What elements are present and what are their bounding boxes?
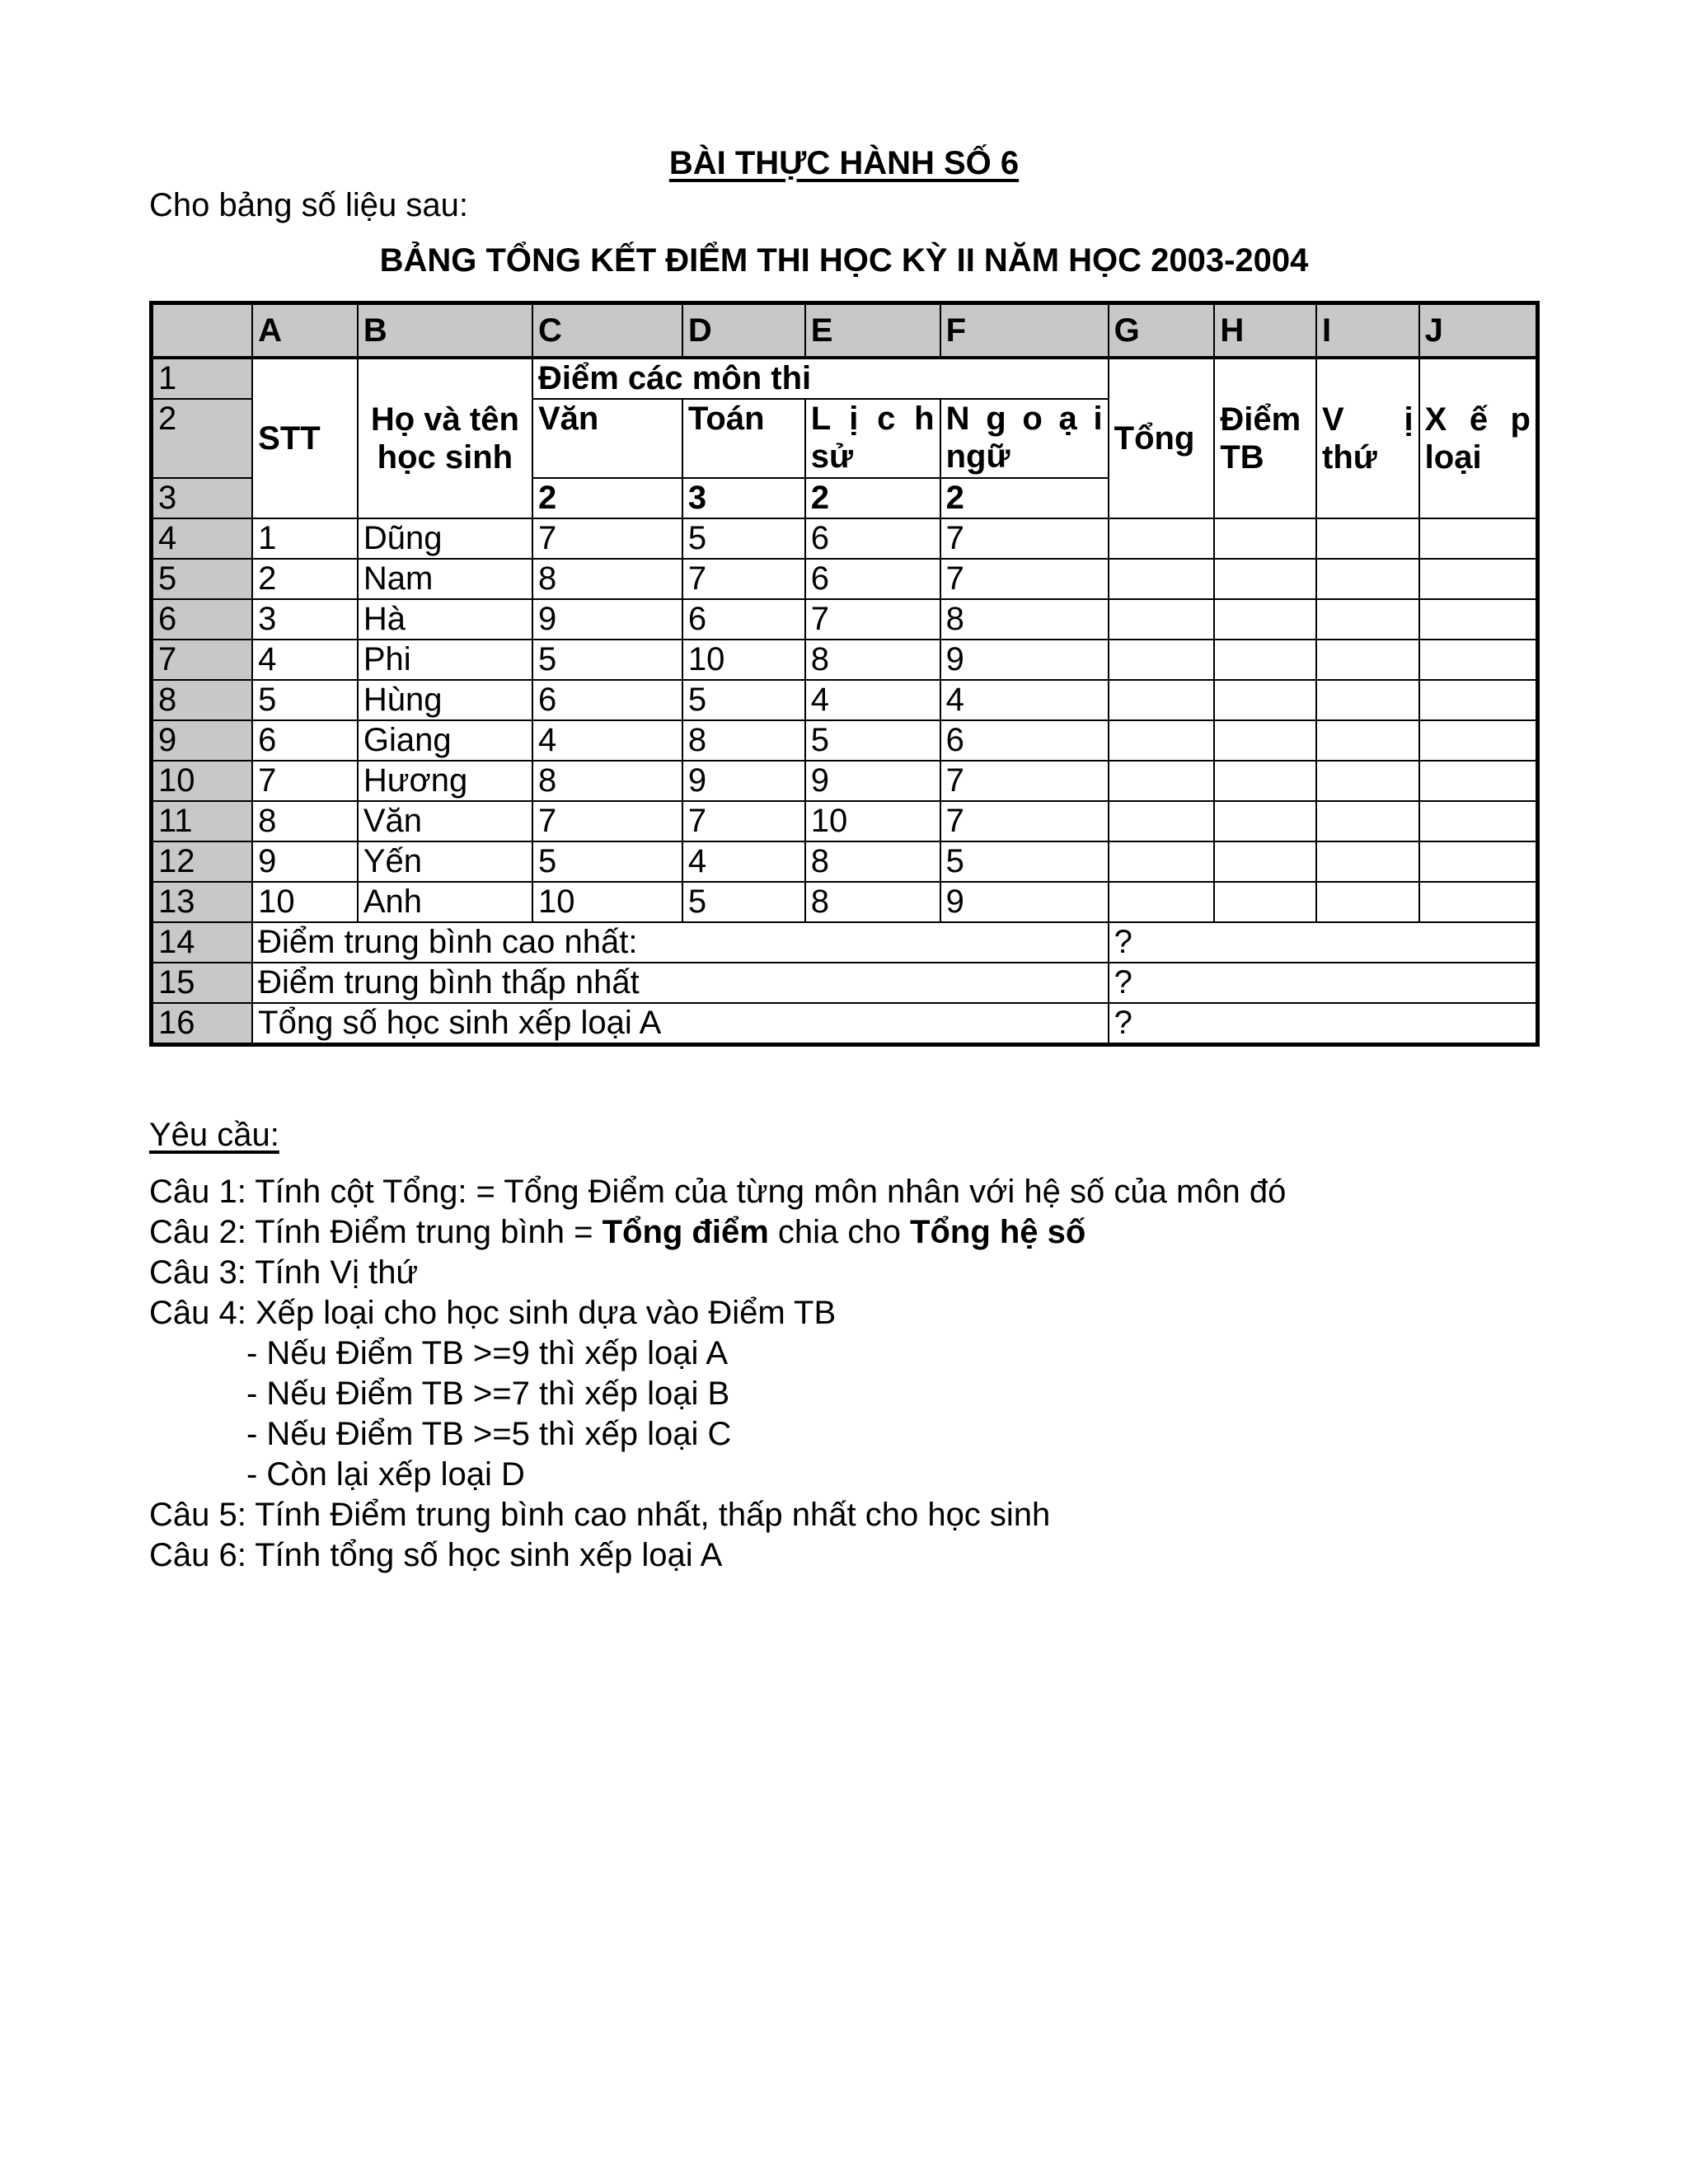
cell-name[interactable]: Yến — [358, 841, 532, 882]
row-number[interactable]: 10 — [152, 761, 253, 801]
cell-classification[interactable] — [1419, 882, 1538, 922]
cell-history[interactable]: 4 — [805, 680, 940, 720]
cell-history[interactable]: 7 — [805, 599, 940, 640]
cell-foreign-language[interactable]: 9 — [940, 640, 1109, 680]
student-row — [152, 761, 1538, 801]
row-number[interactable]: 12 — [152, 841, 253, 882]
cell-literature[interactable]: 10 — [532, 882, 682, 922]
cell-rank[interactable] — [1316, 680, 1419, 720]
row-number[interactable]: 5 — [152, 559, 253, 599]
summary-label[interactable]: Điểm trung bình thấp nhất — [252, 963, 1109, 1003]
cell-average[interactable] — [1214, 518, 1316, 559]
cell-name[interactable]: Văn — [358, 801, 532, 841]
table-title: BẢNG TỔNG KẾT ĐIỂM THI HỌC KỲ II NĂM HỌC 2003-2004 — [379, 242, 1309, 279]
cell-average[interactable] — [1214, 720, 1316, 761]
cell-history[interactable]: 8 — [805, 640, 940, 680]
column-header-e[interactable]: E — [805, 303, 940, 359]
column-header-i[interactable]: I — [1316, 303, 1419, 359]
cell-total[interactable] — [1109, 841, 1215, 882]
cell-rank[interactable] — [1316, 518, 1419, 559]
row-number[interactable]: 6 — [152, 599, 253, 640]
cell-average[interactable] — [1214, 841, 1316, 882]
row-number[interactable]: 7 — [152, 640, 253, 680]
cell-math[interactable]: 7 — [682, 801, 805, 841]
question-3: Câu 3: Tính Vị thứ — [149, 1254, 419, 1291]
header-literature[interactable]: Văn — [532, 399, 682, 478]
cell-total[interactable] — [1109, 720, 1215, 761]
cell-literature[interactable]: 7 — [532, 801, 682, 841]
cell-average[interactable] — [1214, 801, 1316, 841]
row-number[interactable]: 14 — [152, 922, 253, 963]
summary-row-count-grade-a — [152, 1003, 1538, 1045]
summary-row-highest-average — [152, 922, 1538, 963]
cell-name[interactable]: Giang — [358, 720, 532, 761]
cell-literature[interactable]: 9 — [532, 599, 682, 640]
cell-classification[interactable] — [1419, 841, 1538, 882]
student-row — [152, 599, 1538, 640]
cell-history[interactable]: 9 — [805, 761, 940, 801]
cell-literature[interactable]: 5 — [532, 841, 682, 882]
row-number[interactable]: 2 — [152, 399, 253, 478]
cell-history[interactable]: 8 — [805, 841, 940, 882]
cell-average[interactable] — [1214, 599, 1316, 640]
cell-total[interactable] — [1109, 882, 1215, 922]
coefficient-foreign-language[interactable]: 2 — [940, 478, 1109, 518]
column-header-d[interactable]: D — [682, 303, 805, 359]
cell-name[interactable]: Dũng — [358, 518, 532, 559]
student-row — [152, 559, 1538, 599]
cell-literature[interactable]: 4 — [532, 720, 682, 761]
header-history[interactable]: L ị c h sử — [805, 399, 940, 478]
cell-math[interactable]: 8 — [682, 720, 805, 761]
column-header-b[interactable]: B — [358, 303, 532, 359]
cell-total[interactable] — [1109, 680, 1215, 720]
column-header-a[interactable]: A — [252, 303, 358, 359]
cell-history[interactable]: 8 — [805, 882, 940, 922]
requirements-list — [149, 1172, 1286, 1576]
cell-stt[interactable]: 4 — [252, 640, 358, 680]
cell-average[interactable] — [1214, 640, 1316, 680]
cell-rank[interactable] — [1316, 720, 1419, 761]
header-classification[interactable]: X ế p loại — [1419, 358, 1538, 518]
cell-average[interactable] — [1214, 559, 1316, 599]
cell-total[interactable] — [1109, 801, 1215, 841]
cell-history[interactable]: 6 — [805, 559, 940, 599]
cell-name[interactable]: Hà — [358, 599, 532, 640]
row-number[interactable]: 4 — [152, 518, 253, 559]
coefficient-literature[interactable]: 2 — [532, 478, 682, 518]
cell-literature[interactable]: 7 — [532, 518, 682, 559]
cell-classification[interactable] — [1419, 680, 1538, 720]
header-stt[interactable]: STT — [252, 358, 358, 518]
cell-rank[interactable] — [1316, 599, 1419, 640]
cell-classification[interactable] — [1419, 518, 1538, 559]
question-4: Câu 4: Xếp loại cho học sinh dựa vào Điểm TB — [149, 1295, 837, 1331]
row-number[interactable]: 13 — [152, 882, 253, 922]
summary-label[interactable]: Điểm trung bình cao nhất: — [252, 922, 1109, 963]
cell-foreign-language[interactable]: 5 — [940, 841, 1109, 882]
cell-math[interactable]: 6 — [682, 599, 805, 640]
cell-foreign-language[interactable]: 7 — [940, 518, 1109, 559]
cell-literature[interactable]: 5 — [532, 640, 682, 680]
row-number[interactable]: 8 — [152, 680, 253, 720]
cell-total[interactable] — [1109, 640, 1215, 680]
cell-math[interactable]: 9 — [682, 761, 805, 801]
summary-value[interactable]: ? — [1109, 922, 1538, 963]
cell-average[interactable] — [1214, 680, 1316, 720]
cell-classification[interactable] — [1419, 720, 1538, 761]
header-subject-scores[interactable]: Điểm các môn thi — [532, 358, 1109, 399]
cell-total[interactable] — [1109, 518, 1215, 559]
cell-history[interactable]: 10 — [805, 801, 940, 841]
student-row — [152, 720, 1538, 761]
column-header-c[interactable]: C — [532, 303, 682, 359]
cell-name[interactable]: Nam — [358, 559, 532, 599]
row-number[interactable]: 1 — [152, 358, 253, 399]
cell-rank[interactable] — [1316, 761, 1419, 801]
cell-math[interactable]: 10 — [682, 640, 805, 680]
summary-label[interactable]: Tổng số học sinh xếp loại A — [252, 1003, 1109, 1045]
cell-foreign-language[interactable]: 7 — [940, 559, 1109, 599]
cell-rank[interactable] — [1316, 801, 1419, 841]
student-row — [152, 841, 1538, 882]
cell-name[interactable]: Hương — [358, 761, 532, 801]
header-foreign-language[interactable]: N g o ạ i ngữ — [940, 399, 1109, 478]
cell-stt[interactable]: 2 — [252, 559, 358, 599]
cell-foreign-language[interactable]: 7 — [940, 801, 1109, 841]
cell-math[interactable]: 5 — [682, 680, 805, 720]
cell-average[interactable] — [1214, 761, 1316, 801]
column-header-f[interactable]: F — [940, 303, 1109, 359]
corner-cell[interactable] — [152, 303, 253, 359]
exercise-title: BÀI THỰC HÀNH SỐ 6 — [668, 145, 1020, 181]
header-math[interactable]: Toán — [682, 399, 805, 478]
row-number[interactable]: 11 — [152, 801, 253, 841]
cell-stt[interactable]: 5 — [252, 680, 358, 720]
question-5: Câu 5: Tính Điểm trung bình cao nhất, thấp nhất cho học sinh — [149, 1497, 1051, 1533]
student-row — [152, 882, 1538, 922]
student-row — [152, 801, 1538, 841]
cell-classification[interactable] — [1419, 599, 1538, 640]
question-2: Câu 2: Tính Điểm trung bình = Tổng điểm chia cho Tổng hệ số — [149, 1214, 1086, 1250]
cell-stt[interactable]: 6 — [252, 720, 358, 761]
cell-stt[interactable]: 7 — [252, 761, 358, 801]
intro-text: Cho bảng số liệu sau: — [149, 187, 468, 223]
cell-stt[interactable]: 1 — [252, 518, 358, 559]
cell-classification[interactable] — [1419, 559, 1538, 599]
student-row — [152, 640, 1538, 680]
cell-history[interactable]: 6 — [805, 518, 940, 559]
question-1: Câu 1: Tính cột Tổng: = Tổng Điểm của từng môn nhân với hệ số của môn đó — [149, 1174, 1287, 1210]
cell-rank[interactable] — [1316, 559, 1419, 599]
cell-foreign-language[interactable]: 7 — [940, 761, 1109, 801]
column-header-row — [152, 303, 1538, 359]
cell-classification[interactable] — [1419, 761, 1538, 801]
row-number[interactable]: 16 — [152, 1003, 253, 1045]
header-total[interactable]: Tổng — [1109, 358, 1215, 518]
row-number[interactable]: 9 — [152, 720, 253, 761]
cell-stt[interactable]: 9 — [252, 841, 358, 882]
score-spreadsheet — [149, 301, 1540, 1047]
header-average[interactable]: Điểm TB — [1214, 358, 1316, 518]
question-4-rule: - Nếu Điểm TB >=5 thì xếp loại C — [246, 1416, 732, 1452]
cell-average[interactable] — [1214, 882, 1316, 922]
coefficient-math[interactable]: 3 — [682, 478, 805, 518]
cell-rank[interactable] — [1316, 841, 1419, 882]
student-row — [152, 680, 1538, 720]
cell-stt[interactable]: 3 — [252, 599, 358, 640]
sheet-row-1 — [152, 358, 1538, 399]
cell-literature[interactable]: 8 — [532, 761, 682, 801]
cell-foreign-language[interactable]: 4 — [940, 680, 1109, 720]
header-student-name[interactable]: Họ và tên học sinh — [358, 358, 532, 518]
column-header-h[interactable]: H — [1214, 303, 1316, 359]
summary-value[interactable]: ? — [1109, 1003, 1538, 1045]
cell-stt[interactable]: 10 — [252, 882, 358, 922]
cell-math[interactable]: 4 — [682, 841, 805, 882]
cell-foreign-language[interactable]: 8 — [940, 599, 1109, 640]
cell-name[interactable]: Phi — [358, 640, 532, 680]
summary-row-lowest-average — [152, 963, 1538, 1003]
cell-foreign-language[interactable]: 6 — [940, 720, 1109, 761]
question-6: Câu 6: Tính tổng số học sinh xếp loại A — [149, 1537, 723, 1573]
cell-history[interactable]: 5 — [805, 720, 940, 761]
column-header-g[interactable]: G — [1109, 303, 1215, 359]
column-header-j[interactable]: J — [1419, 303, 1538, 359]
cell-stt[interactable]: 8 — [252, 801, 358, 841]
cell-total[interactable] — [1109, 761, 1215, 801]
cell-total[interactable] — [1109, 599, 1215, 640]
cell-math[interactable]: 5 — [682, 518, 805, 559]
cell-literature[interactable]: 8 — [532, 559, 682, 599]
cell-total[interactable] — [1109, 559, 1215, 599]
cell-literature[interactable]: 6 — [532, 680, 682, 720]
cell-classification[interactable] — [1419, 640, 1538, 680]
requirements-heading: Yêu cầu: — [149, 1117, 279, 1153]
question-4-rule: - Nếu Điểm TB >=9 thì xếp loại A — [246, 1335, 729, 1371]
row-number[interactable]: 15 — [152, 963, 253, 1003]
cell-classification[interactable] — [1419, 801, 1538, 841]
cell-foreign-language[interactable]: 9 — [940, 882, 1109, 922]
cell-math[interactable]: 5 — [682, 882, 805, 922]
student-row — [152, 518, 1538, 559]
cell-rank[interactable] — [1316, 882, 1419, 922]
cell-rank[interactable] — [1316, 640, 1419, 680]
coefficient-history[interactable]: 2 — [805, 478, 940, 518]
summary-value[interactable]: ? — [1109, 963, 1538, 1003]
row-number[interactable]: 3 — [152, 478, 253, 518]
cell-math[interactable]: 7 — [682, 559, 805, 599]
cell-name[interactable]: Hùng — [358, 680, 532, 720]
question-4-rule: - Còn lại xếp loại D — [246, 1456, 525, 1493]
cell-name[interactable]: Anh — [358, 882, 532, 922]
question-4-rule: - Nếu Điểm TB >=7 thì xếp loại B — [246, 1376, 730, 1412]
header-rank[interactable]: V ị thứ — [1316, 358, 1419, 518]
